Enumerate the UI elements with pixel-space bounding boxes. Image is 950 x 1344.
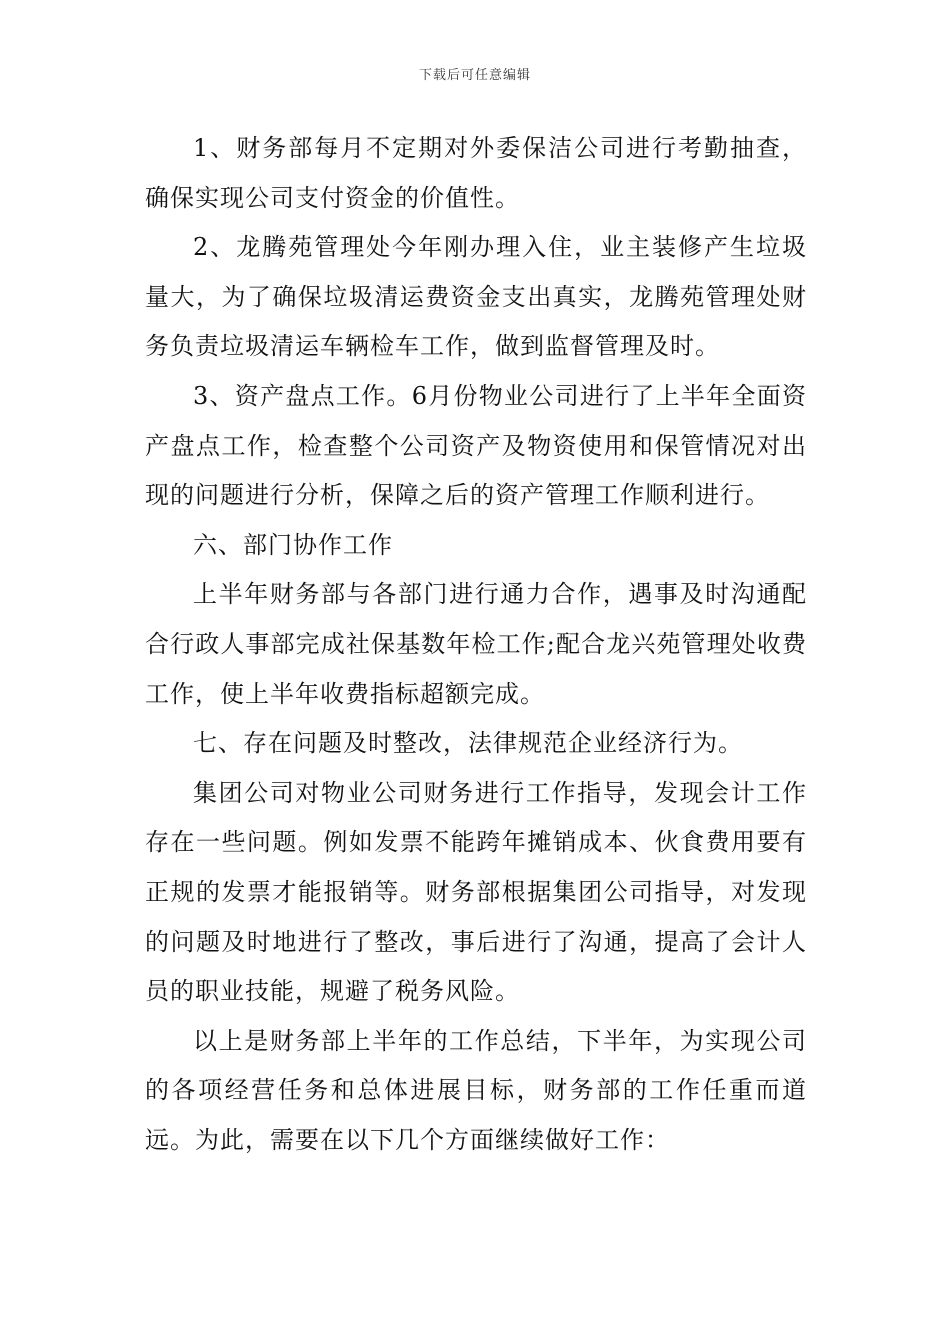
document-body: [145, 124, 807, 1165]
paragraph-cooperation: 上半年财务部与各部门进行通力合作，遇事及时沟通配合行政人事部完成社保基数年检工作;配合龙兴苑管理处收费工作，使上半年收费指标超额完成。: [145, 580, 807, 708]
page-header: 下载后可任意编辑: [418, 68, 531, 83]
paragraph-asset-inventory: 3、资产盘点工作。6月份物业公司进行了上半年全面资产盘点工作，检查整个公司资产及物资使用和保管情况对出现的问题进行分析，保障之后的资产管理工作顺利进行。: [145, 381, 807, 510]
paragraph-garbage-removal: 2、龙腾苑管理处今年刚办理入住，业主装修产生垃圾量大，为了确保垃圾清运费资金支出真实，龙腾苑管理处财务负责垃圾清运车辆检车工作，做到监督管理及时。: [145, 233, 807, 361]
paragraph-rectification: 集团公司对物业公司财务进行工作指导，发现会计工作存在一些问题。例如发票不能跨年摊销成本、伙食费用要有正规的发票才能报销等。财务部根据集团公司指导，对发现的问题及时地进行了整改，事后进行了沟通，提高了会计人员的职业技能，规避了税务风险。: [145, 778, 807, 1006]
section-heading-cooperation: 六、部门协作工作: [193, 530, 393, 559]
paragraph-summary: 以上是财务部上半年的工作总结，下半年，为实现公司的各项经营任务和总体进展目标，财务部的工作任重而道远。为此，需要在以下几个方面继续做好工作：: [145, 1026, 807, 1154]
paragraph-attendance-check: 1、财务部每月不定期对外委保洁公司进行考勤抽查，确保实现公司支付资金的价值性。: [145, 134, 807, 212]
section-heading-rectification: 七、存在问题及时整改，法律规范企业经济行为。: [193, 729, 743, 758]
